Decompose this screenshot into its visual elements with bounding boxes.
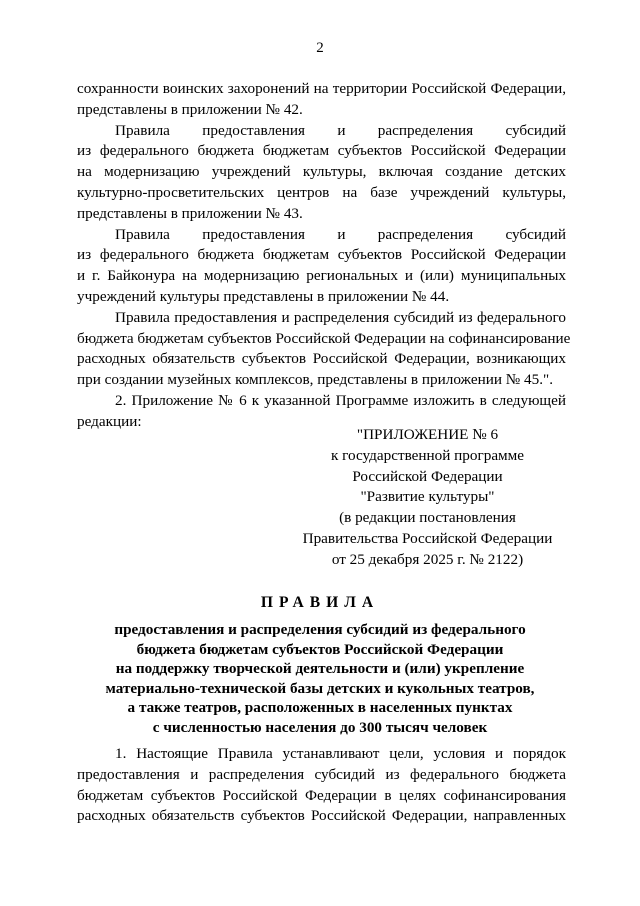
- text-line: сохранности воинских захоронений на территории Российской Федерации,: [77, 80, 566, 97]
- subtitle-line: материально-технической базы детских и кукольных театров,: [105, 679, 535, 697]
- appendix-line: Российской Федерации: [352, 467, 503, 485]
- text-line: и г. Байконура на модернизацию региональных и (или) муниципальных: [77, 267, 566, 285]
- page-number: 2: [316, 40, 324, 56]
- text-line: из федерального бюджета бюджетам субъектов Российской Федерации: [77, 142, 566, 160]
- subtitle-line: бюджета бюджетам субъектов Российской Федерации: [136, 640, 504, 658]
- subtitle-line: с численностью населения до 300 тысяч человек: [152, 718, 488, 736]
- text-line: Правила предоставления и распределения субсидий из федерального: [115, 308, 566, 326]
- text-line: Правила предоставления и распределения субсидий: [115, 121, 566, 139]
- subtitle-line: предоставления и распределения субсидий из федерального: [114, 621, 526, 638]
- appendix-line: "ПРИЛОЖЕНИЕ № 6: [356, 426, 499, 443]
- appendix-line: к государственной программе: [330, 446, 525, 464]
- text-line: бюджетам субъектов Российской Федерации в целях софинансирования: [77, 786, 566, 804]
- text-line: на модернизацию учреждений культуры, включая создание детских: [77, 163, 566, 181]
- text-line: расходных обязательств субъектов Российской Федерации, направленных: [77, 807, 566, 825]
- appendix-line: "Развитие культуры": [360, 488, 495, 506]
- body-text-point1: [77, 744, 566, 827]
- text-line: представлены в приложении № 43.: [77, 204, 303, 222]
- text-line: культурно-просветительских центров на базе учреждений культуры,: [77, 183, 566, 201]
- text-line: 1. Настоящие Правила устанавливают цели, условия и порядок: [115, 745, 566, 762]
- text-line: 2. Приложение № 6 к указанной Программе изложить в следующей: [115, 391, 566, 409]
- text-line: учреждений культуры представлены в приложении № 44.: [77, 287, 450, 305]
- rules-subtitle: [60, 620, 580, 737]
- rules-title: ПРАВИЛА: [260, 594, 380, 611]
- body-text-top: [77, 79, 571, 433]
- text-line: бюджета бюджетам субъектов Российской Федерации на софинансирование: [77, 329, 571, 347]
- text-line: при создании музейных комплексов, представлены в приложении № 45.".: [77, 371, 554, 389]
- subtitle-line: а также театров, расположенных в населенных пунктах: [127, 699, 513, 716]
- text-line: представлены в приложении № 42.: [77, 100, 303, 118]
- text-line: Правила предоставления и распределения субсидий: [115, 225, 566, 243]
- subtitle-line: на поддержку творческой деятельности и (или) укрепление: [115, 660, 525, 677]
- appendix-header: [280, 425, 575, 571]
- appendix-line: от 25 декабря 2025 г. № 2122): [331, 550, 524, 568]
- text-line: расходных обязательств субъектов Российской Федерации, возникающих: [77, 350, 566, 368]
- appendix-line: (в редакции постановления: [339, 509, 516, 527]
- text-line: из федерального бюджета бюджетам субъектов Российской Федерации: [77, 246, 566, 264]
- text-line: редакции:: [77, 412, 142, 430]
- appendix-line: Правительства Российской Федерации: [302, 529, 553, 547]
- text-line: предоставления и распределения субсидий из федерального бюджета: [77, 765, 566, 783]
